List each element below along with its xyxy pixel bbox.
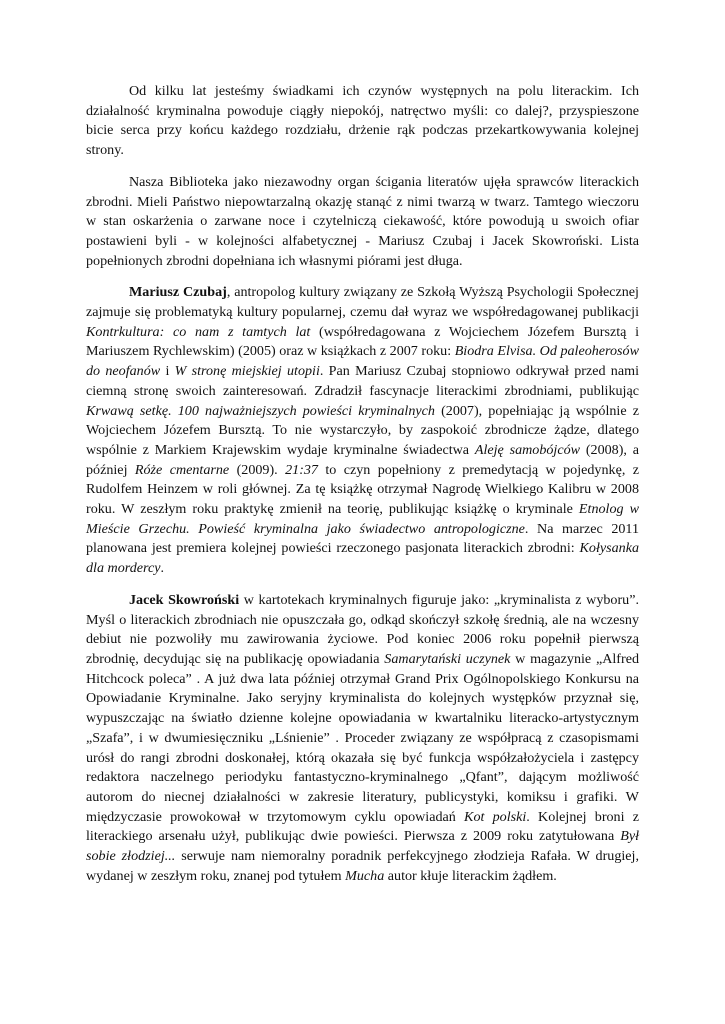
text-run: (2009). — [229, 461, 286, 478]
text-run: . Kolejnej broni z literackiego arsenału użył, publikując dwie powieści. Pierwsza z 2009 roku zatytułowana — [86, 808, 639, 845]
paragraph-czubaj — [86, 283, 639, 579]
author-name: Jacek Skowroński — [129, 591, 240, 608]
text-run: serwuje nam niemoralny poradnik perfekcyjnego złodzieja Rafała. W drugiej, wydanej w zeszłym roku, znanej pod tytułem — [86, 848, 639, 884]
book-title: Etnolog w Mieście Grzechu. Powieść kryminalna jako świadectwo antropologiczne — [86, 501, 639, 537]
text-run: w kartotekach kryminalnych figuruje jako: „kryminalista z wyboru”. Myśl o literackich zbrodniach nie opuszczała go, odkąd skończył szkołę średnią, ale na wczesny debiut nie pozwoliły mu zawirowania życiowe. Pod koniec 2006 roku popełnił pierwszą zbrodnię, decydując się na publikację opowiadania — [86, 591, 639, 667]
text-run: to czyn popełniony z premedytacją w pojedynkę, z Rudolfem Heinzem w roli głównej. Za tę książkę otrzymał Nagrodę Wielkiego Kalibru w 2008 roku. W zeszłym roku praktykę zmienił na teorię, publikując książkę o kryminale — [86, 461, 640, 518]
text-run: . Na marzec 2011 planowana jest premiera kolejnej powieści rzeczonego pasjonata literackich zbrodni: — [86, 520, 639, 557]
book-title: Aleję samobójców — [474, 441, 581, 458]
text-run: w magazynie „Alfred Hitchcock poleca” . A już dwa lata później otrzymał Grand Prix Ogólnopolskiego Konkursu na Opowiadanie Kryminalne. Jako seryjny kryminalista do kolejnych występków przyznał się, wypuszczając na światło dzienne kolejne opowiadania w kwartalniku literacko-artystycznym „Szafa”, i w dwumiesięczniku „Lśnienie” . Proceder związany ze współpracą z czasopismami urósł do rangi zbrodni doskonałej, którą okazała się być funkcja współzałożyciela i zastępcy redaktora naczelnego periodyku fantastyczno-kryminalnego „Qfant”, dającym możliwość autorom do niecnej działalności w zakresie literatury, publicystyki, komiksu i grafiki. W międzyczasie prowokował w trzytomowym cyklu opowiadań — [86, 650, 639, 825]
book-title: Biodra Elvisa. Od paleoherosów do neofanów — [86, 343, 639, 380]
book-title: Samarytański uczynek — [384, 650, 511, 667]
text-run: . — [160, 560, 165, 577]
text-run: i — [160, 363, 175, 380]
book-title: Róże cmentarne — [134, 461, 230, 478]
paragraph-skowronski — [86, 591, 639, 887]
author-name: Mariusz Czubaj — [129, 284, 227, 301]
book-title: Kontrkultura: co nam z tamtych lat — [86, 323, 311, 340]
text-run: (współredagowana z Wojciechem Józefem Bursztą i Mariuszem Rychlewskim) (2005) oraz w książkach z 2007 roku: — [86, 323, 640, 360]
text-run: Od kilku lat jesteśmy świadkami ich czynów występnych na polu literackim. Ich działalność kryminalna powoduje ciągły niepokój, natręctwo myśli: co dalej?, przyspieszone bicie serca przy końcu każdego rozdziału, drżenie rąk podczas przekartkowywania kolejnej strony. — [86, 83, 639, 159]
paragraph-intro — [86, 82, 639, 161]
book-title: 21:37 — [285, 461, 318, 478]
text-run: (2008), a później — [86, 441, 639, 478]
text-run: Nasza Biblioteka jako niezawodny organ ścigania literatów ujęła sprawców literackich zbrodni. Mieli Państwo niepowtarzalną okazję stanąć z nimi twarzą w twarz. Tamtego wieczoru w stan oskarżenia o zarwane noce i czytelniczą ciekawość, które powodują u swoich ofiar postawieni byli - w kolejności alfabetycznej - Mariusz Czubaj i Jacek Skowroński. Lista popełnionych zbrodni dopełniana ich własnymi piórami jest długa. — [86, 173, 639, 269]
book-title: Kołysanka dla mordercy — [86, 540, 639, 577]
document-page — [86, 82, 639, 898]
text-run: . Pan Mariusz Czubaj stopniowo odkrywał przed nami ciemną stronę swoich zainteresowań. Zdradził fascynacje literackimi zbrodniami, publikując — [86, 363, 639, 399]
text-run: , antropolog kultury związany ze Szkołą Wyższą Psychologii Społecznej zajmuje się problematyką kultury popularnej, czemu dał wyraz we współredagowanej publikacji — [86, 284, 639, 321]
paragraph-library — [86, 173, 639, 272]
book-title: Krwawą setkę. 100 najważniejszych powieści kryminalnych — [86, 402, 435, 419]
text-run: (2007), popełniając ją wspólnie z Wojciechem Józefem Bursztą. To nie wystarczyło, by zaspokoić zbrodnicze żądze, dlatego wspólnie z Markiem Krajewskim wydaje kryminalne świadectwa — [86, 402, 639, 458]
text-run: autor kłuje literackim żądłem. — [384, 867, 557, 884]
book-title: Mucha — [345, 867, 385, 884]
book-title: Kot polski — [464, 808, 527, 825]
book-title: W stronę miejskiej utopii — [174, 363, 320, 380]
book-title: Był sobie złodziej... — [86, 828, 639, 865]
